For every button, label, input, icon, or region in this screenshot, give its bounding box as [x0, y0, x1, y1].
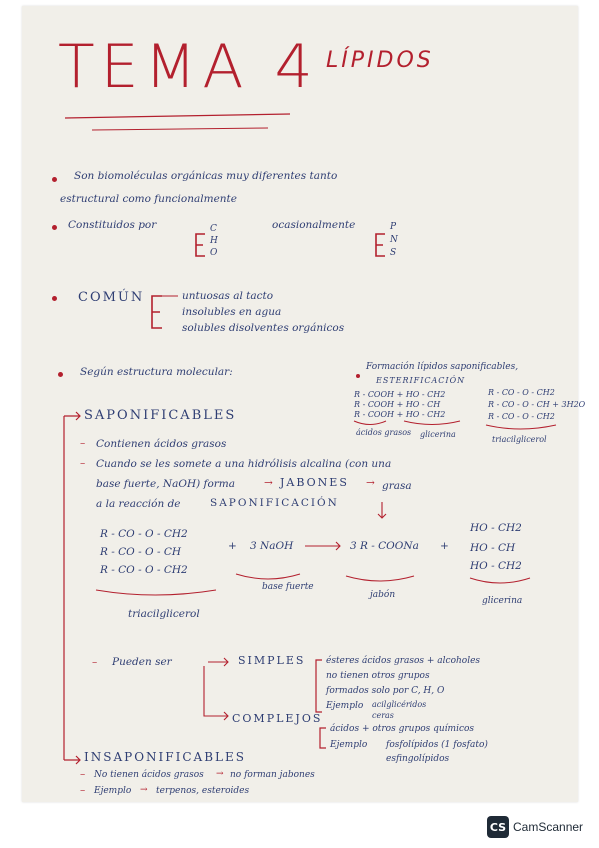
sap-line: Contienen ácidos grasos: [96, 438, 227, 450]
complejos-item: Ejemplo: [330, 740, 368, 750]
dash: –: [80, 768, 86, 780]
arrow: →: [264, 477, 273, 489]
arrow: →: [366, 477, 375, 489]
simples-example: acilglicéridos: [372, 700, 427, 709]
comun-item: insolubles en agua: [182, 306, 282, 318]
saponificables-heading: SAPONIFICABLES: [84, 408, 237, 423]
insap-line: terpenos, esteroides: [156, 786, 250, 796]
ester-label: glicerina: [420, 430, 456, 439]
simples-item: Ejemplo: [326, 701, 364, 711]
ester-right-row: R - CO - O - CH2: [488, 412, 555, 421]
page-title: TEMA 4: [58, 32, 319, 102]
react-plus: +: [440, 540, 449, 552]
element-n: N: [390, 235, 398, 245]
simples-label: SIMPLES: [238, 654, 306, 667]
bullet: [356, 374, 360, 378]
bullet: [58, 372, 63, 377]
dash: –: [92, 656, 98, 668]
complejos-item: ácidos + otros grupos químicos: [330, 724, 475, 734]
dash: –: [80, 437, 86, 449]
react-plus: +: [228, 540, 237, 552]
react-label: base fuerte: [262, 582, 314, 592]
camscanner-logo: [487, 816, 583, 838]
simples-item: formados solo por C, H, O: [326, 686, 445, 696]
pueden-label: Pueden ser: [112, 656, 172, 668]
simples-example: ceras: [372, 711, 394, 720]
comun-item: untuosas al tacto: [182, 290, 274, 302]
formacion-line-2: ESTERIFICACIÓN: [376, 376, 466, 385]
sap-line: base fuerte, NaOH) forma: [96, 478, 236, 490]
react-right-row: HO - CH2: [470, 560, 522, 572]
react-left-row: R - CO - O - CH2: [100, 528, 188, 540]
formacion-line-1: Formación lípidos saponificables,: [366, 362, 519, 372]
segun-label: Según estructura molecular:: [80, 366, 233, 378]
bullet: [52, 177, 57, 182]
react-product: 3 R - COONa: [350, 540, 419, 552]
bullet: [52, 225, 57, 230]
sap-line: grasa: [382, 480, 412, 492]
arrow: →: [216, 769, 224, 779]
ester-label: triacilglicerol: [492, 435, 547, 444]
react-left-row: R - CO - O - CH2: [100, 564, 188, 576]
insaponificables-heading: INSAPONIFICABLES: [84, 750, 246, 764]
react-right-row: HO - CH: [470, 542, 516, 554]
element-o: O: [210, 248, 218, 258]
constituidos-label: Constituidos por: [68, 219, 157, 231]
camscanner-logo-mark: CS: [487, 816, 509, 838]
react-label: glicerina: [482, 596, 523, 606]
complejos-label: COMPLEJOS: [232, 712, 323, 725]
react-label: triacilglicerol: [128, 608, 200, 620]
react-left-row: R - CO - O - CH: [100, 546, 182, 558]
react-right-row: HO - CH2: [470, 522, 522, 534]
sap-line: Cuando se les somete a una hidrólisis alcalina (con una: [96, 458, 392, 470]
dash: –: [80, 784, 86, 796]
element-h: H: [210, 236, 218, 246]
simples-item: no tienen otros grupos: [326, 671, 430, 681]
ester-left-row: R - COOH + HO - CH2: [354, 390, 446, 399]
insap-line: No tienen ácidos grasos: [94, 770, 204, 780]
element-s: S: [390, 248, 397, 258]
complejos-example: fosfolípidos (1 fosfato): [386, 740, 488, 750]
bullet: [52, 296, 57, 301]
ester-label: ácidos grasos: [356, 428, 412, 437]
ester-left-row: R - COOH + HO - CH2: [354, 410, 446, 419]
saponificacion-label: SAPONIFICACIÓN: [210, 497, 339, 509]
insap-line: no forman jabones: [230, 770, 315, 780]
page-subject: LÍPIDOS: [326, 48, 434, 73]
sap-line: a la reacción de: [96, 498, 181, 510]
ocasional-label: ocasionalmente: [272, 219, 356, 231]
simples-item: ésteres ácidos grasos + alcoholes: [326, 656, 481, 666]
element-p: P: [390, 222, 397, 232]
comun-label: COMÚN: [78, 290, 145, 305]
jabones-label: JABONES: [280, 476, 349, 489]
comun-item: solubles disolventes orgánicos: [182, 322, 345, 334]
intro-line-1: Son biomoléculas orgánicas muy diferentes tanto: [74, 170, 338, 182]
ester-right-row: R - CO - O - CH2: [488, 388, 555, 397]
react-label: jabón: [370, 590, 396, 600]
dash: –: [80, 457, 86, 469]
arrow: →: [140, 785, 148, 795]
ester-left-row: R - COOH + HO - CH: [354, 400, 441, 409]
complejos-example: esfingolípidos: [386, 754, 450, 764]
insap-line: Ejemplo: [94, 786, 132, 796]
intro-line-2: estructural como funcionalmente: [60, 193, 237, 205]
camscanner-logo-text: CamScanner: [513, 820, 584, 834]
react-naoh: 3 NaOH: [250, 540, 294, 552]
ester-right-row: R - CO - O - CH + 3H2O: [488, 400, 586, 409]
element-c: C: [210, 224, 217, 234]
